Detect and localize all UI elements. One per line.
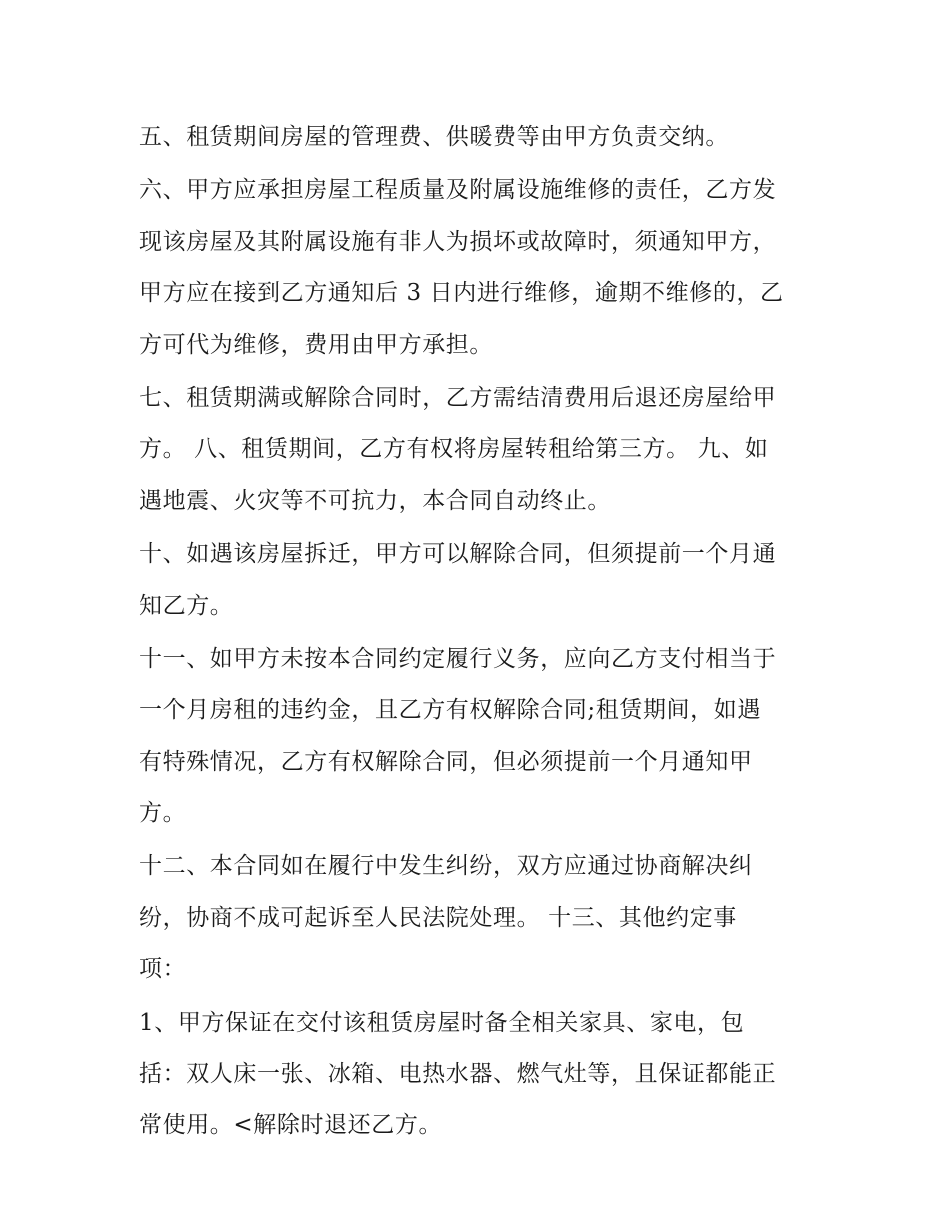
text-line: 纷，协商不成可起诉至人民法院处理。 十三、其他约定事 (139, 904, 737, 931)
text-line: 现该房屋及其附属设施有非人为损坏或故障时，须通知甲方， (139, 228, 777, 255)
text-line: 七、租赁期满或解除合同时，乙方需结清费用后退还房屋给甲 (139, 384, 777, 411)
text-line: 常使用。<解除时退还乙方。 (139, 1112, 443, 1139)
clause-6 (139, 165, 819, 371)
text-line: 五、租赁期间房屋的管理费、供暖费等由甲方负责交纳。 (139, 124, 729, 150)
text-line: 六、甲方应承担房屋工程质量及附属设施维修的责任，乙方发 (139, 177, 777, 204)
text-line: 甲方应在接到乙方通知后 3 日内进行维修，逾期不维修的，乙 (139, 280, 784, 307)
text-line: 1、甲方保证在交付该租赁房屋时备全相关家具、家电，包 (139, 1009, 745, 1036)
text-line: 方。 八、租赁期间，乙方有权将房屋转租给第三方。 九、如 (139, 436, 769, 463)
clause-10 (139, 529, 819, 632)
contract-body (139, 112, 819, 1154)
text-line: 遇地震、火灾等不可抗力，本合同自动终止。 (139, 487, 611, 514)
text-line: 括：双人床一张、冰箱、电热水器、燃气灶等，且保证都能正 (139, 1061, 777, 1088)
text-line: 项： (139, 956, 187, 983)
text-line: 有特殊情况，乙方有权解除合同，但必须提前一个月通知甲 (139, 748, 753, 775)
text-line: 知乙方。 (139, 592, 234, 619)
text-line: 十二、本合同如在履行中发生纠纷，双方应通过协商解决纠 (139, 853, 753, 880)
clause-7-8-9 (139, 373, 819, 527)
clause-13-item-1 (139, 998, 819, 1152)
text-line: 十、如遇该房屋拆迁，甲方可以解除合同，但须提前一个月通 (139, 541, 777, 568)
text-line: 方可代为维修，费用由甲方承担。 (139, 331, 493, 358)
clause-5 (139, 112, 819, 163)
text-line: 十一、如甲方未按本合同约定履行义务，应向乙方支付相当于 (139, 645, 777, 672)
clause-12-13 (139, 841, 819, 995)
text-line: 一个月房租的违约金，且乙方有权解除合同;租赁期间，如遇 (139, 697, 761, 724)
clause-11 (139, 634, 819, 840)
text-line: 方。 (139, 800, 187, 827)
